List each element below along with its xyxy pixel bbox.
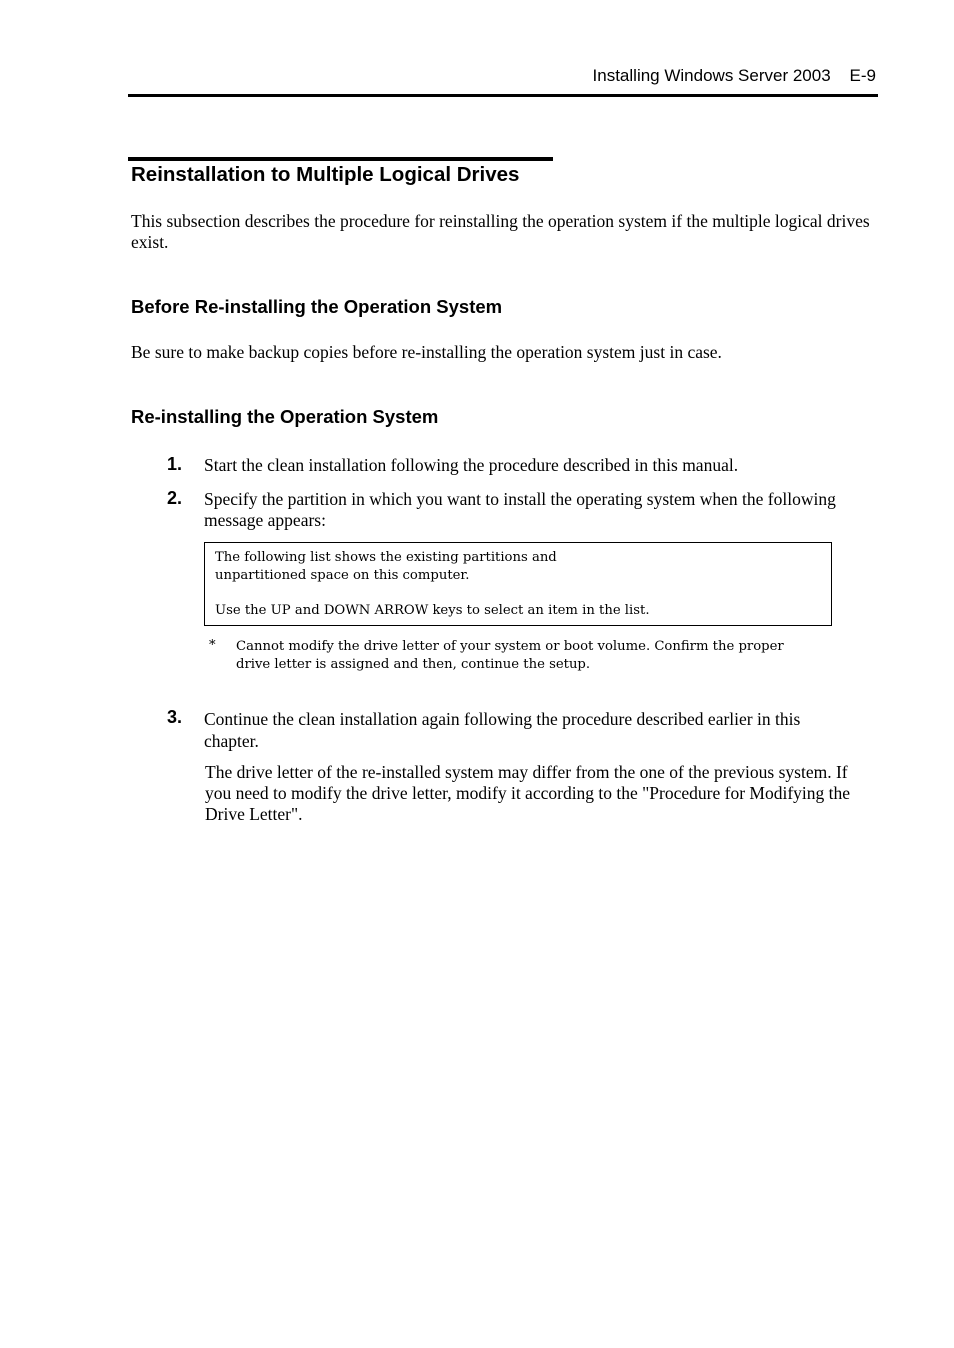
note-marker: *	[209, 638, 216, 653]
section-rule	[128, 157, 553, 161]
message-line: The following list shows the existing partitions and	[215, 550, 557, 565]
step-3-followup: The drive letter of the re-installed system may differ from the one of the previous system. If you need to modify the drive letter, modify it according to the "Procedure for Modifying the Drive Letter".	[205, 762, 851, 824]
step-1-text: Start the clean installation following the procedure described in this manual.	[204, 455, 739, 475]
note-line: Cannot modify the drive letter of your system or boot volume. Confirm the proper	[236, 639, 784, 654]
setup-message-box	[204, 542, 832, 626]
step-3-text: Continue the clean installation again following the procedure described earlier in this chapter.	[204, 709, 801, 751]
before-heading: Before Re-installing the Operation System	[131, 296, 503, 317]
message-line: Use the UP and DOWN ARROW keys to select an item in the list.	[215, 603, 650, 618]
reinstall-heading: Re-installing the Operation System	[131, 406, 439, 427]
step-1-number: 1.	[167, 454, 183, 474]
running-header: Installing Windows Server 2003 E-9	[592, 66, 876, 85]
note-line: drive letter is assigned and then, continue the setup.	[236, 657, 591, 672]
before-text: Be sure to make backup copies before re-installing the operation system just in case.	[131, 342, 722, 362]
message-line: unpartitioned space on this computer.	[215, 568, 470, 583]
step-3-number: 3.	[167, 707, 183, 727]
header-rule	[128, 94, 878, 97]
section-intro: This subsection describes the procedure for reinstalling the operation system if the multiple logical drives exist.	[131, 211, 870, 252]
step-2-number: 2.	[167, 488, 183, 508]
message-gap	[215, 585, 821, 602]
note-text	[236, 638, 836, 674]
step-2-text: Specify the partition in which you want to install the operating system when the following message appears:	[204, 489, 836, 530]
section-title: Reinstallation to Multiple Logical Drives	[131, 163, 520, 186]
